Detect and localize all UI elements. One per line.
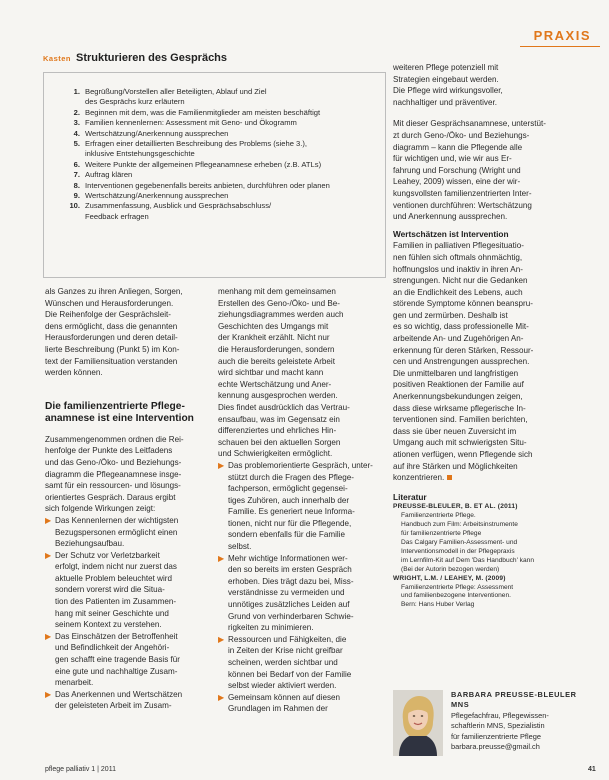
body-line	[393, 379, 593, 391]
bullet-text-line: Bezugspersonen ermöglicht einen	[55, 527, 178, 537]
body-line	[393, 403, 593, 415]
step-item	[67, 181, 382, 191]
bullet-text-line: in Zeiten der Krise nicht greifbar	[228, 646, 343, 656]
box-tag: Kasten	[43, 54, 72, 63]
body-text: konzentrieren.	[393, 473, 445, 483]
body-text: terventionen sind. Familien berichten,	[393, 415, 528, 425]
bullet-text-line: seinem Kontext zu verstehen.	[55, 620, 162, 630]
box-title: Strukturieren des Gesprächs	[76, 52, 228, 64]
body-line: henfolge der Punkte des Leitfadens	[45, 446, 173, 456]
section-rule	[520, 46, 600, 47]
body-line: fahrung und Forschung (Wright und	[393, 165, 521, 175]
body-line	[393, 345, 593, 357]
body-line: Geschichten des Umgangs mit	[218, 321, 329, 331]
body-line	[393, 356, 593, 368]
body-line: Die Reihenfolge der Gesprächsleit-	[45, 310, 171, 320]
body-line: text der Familiensituation verstanden	[45, 356, 178, 366]
body-line: Zusammengenommen ordnen die Rei-	[45, 434, 184, 444]
bullet-arrow-icon: ▶	[45, 550, 52, 560]
step-number: 1.	[73, 87, 80, 96]
step-number: 4.	[73, 128, 80, 138]
body-line: und das Geno-/Öko- und Beziehungs-	[45, 457, 182, 467]
author-photo	[393, 690, 443, 756]
conversation-steps-list	[67, 87, 382, 222]
bullet-arrow-icon: ▶	[218, 460, 225, 470]
section-heading: Die familienzentrierte Pflege-	[45, 400, 185, 412]
literature-author: PREUSSE-BLEULER, B. ET AL. (2011)	[393, 503, 518, 511]
bullet-item	[45, 515, 210, 550]
end-mark-icon	[447, 475, 452, 480]
literature-line: Handbuch zum Film: Arbeitsinstrumente	[401, 521, 518, 529]
step-number: 5.	[73, 139, 80, 149]
bullet-text-line: stützt durch die Fragen des Pflege-	[228, 472, 354, 482]
body-text: dass sie über neuen Zuversicht im	[393, 426, 517, 436]
body-line	[393, 287, 593, 299]
body-line: wird sichtbar und macht kann	[218, 368, 324, 378]
step-item	[67, 170, 382, 180]
step-text-line: Zusammenfassung, Ausblick und Gesprächsabschluss/	[85, 201, 272, 211]
body-line	[393, 321, 593, 333]
bullet-text-line: Das Einschätzen der Betroffenheit	[55, 631, 178, 641]
body-line: werden können.	[45, 368, 103, 378]
subheading: Wertschätzen ist Intervention	[393, 228, 509, 239]
body-line: Dies findet ausdrücklich das Vertrau-	[218, 402, 350, 412]
step-item	[67, 160, 382, 170]
body-line: auch die bereits geleistete Arbeit	[218, 356, 335, 366]
step-number: 7.	[73, 170, 80, 180]
body-text: ationen verfügen, wenn Pflegende sich	[393, 450, 533, 459]
step-item	[67, 118, 382, 128]
body-line	[393, 240, 593, 252]
literature-line: Interventionsmodell in der Pflegepraxis	[401, 547, 515, 555]
bullet-text-line: Der Schutz vor Verletzbarkeit	[55, 550, 160, 560]
literature-line: für familienzentrierte Pflege	[401, 530, 482, 538]
bullet-text-line: können bei Bedarf von der Familie	[228, 669, 352, 679]
body-line: diagramm die Pflegeanamnese insge-	[45, 469, 182, 479]
bullet-text-line: selbst.	[228, 542, 252, 552]
body-line: Mit dieser Gesprächsanamnese, unterstüt-	[393, 119, 546, 129]
bullet-arrow-icon: ▶	[45, 631, 52, 641]
body-text: arbeitende An- und Zugehörigen An-	[393, 334, 524, 344]
body-line: zt durch Geno-/Öko- und Beziehungs-	[393, 130, 530, 140]
column-1	[45, 286, 210, 712]
step-text-line: Begrüßung/Vorstellen aller Beteiligten, Ablauf und Ziel	[85, 87, 267, 96]
step-number: 9.	[73, 191, 80, 201]
bullet-text-line: Grundlagen im Rahmen der	[228, 704, 328, 714]
body-line: kennung ausgesprochen werden.	[218, 391, 338, 401]
step-item	[67, 201, 382, 222]
body-line: ziehungsdiagrammes werden auch	[218, 310, 344, 320]
author-detail-line: Pflegefachfrau, Pflegewissen-	[451, 710, 549, 720]
bullet-text-line: menarbeit.	[55, 678, 94, 688]
bullet-item	[218, 460, 386, 553]
body-line: lierte Beschreibung (Punkt 5) im Kon-	[45, 344, 180, 354]
bullet-text-line: Ressourcen und Fähigkeiten, die	[228, 634, 347, 644]
bullet-item	[218, 553, 386, 634]
literature-author: WRIGHT, L.M. / LEAHEY, M. (2009)	[393, 574, 506, 582]
body-line: nachhaltiger und präventiver.	[393, 97, 497, 107]
body-text: Umgang auch mit schwierigsten Situ-	[393, 438, 527, 448]
body-text: hoffnungslos und inaktiv in ihren An-	[393, 264, 523, 274]
body-line: Erstellen des Geno-/Öko- und Be-	[218, 298, 340, 308]
section-heading: anamnese ist eine Intervention	[45, 413, 194, 425]
bullet-text-line: Das Kennenlernen der wichtigsten	[55, 515, 179, 525]
bullet-text-line: Mehr wichtige Informationen wer-	[228, 553, 348, 563]
body-line	[393, 368, 593, 380]
body-line: als Ganzes zu ihren Anliegen, Sorgen,	[45, 287, 183, 296]
body-line: menhang mit dem gemeinsamen	[218, 287, 336, 296]
body-text: cen und Anstrengungen aussprechen.	[393, 357, 530, 367]
step-text-line: Erfragen einer detaillierten Beschreibung des Problems (siehe 3.),	[85, 139, 308, 149]
body-line	[393, 333, 593, 345]
bullet-text-line: Grund von verhinderbaren Schwie-	[228, 611, 354, 621]
body-line: für wichtigen und, wie wir aus Er-	[393, 154, 512, 164]
bullet-item	[45, 550, 210, 631]
bullet-text-line: aktuelle Problem beleuchtet wird	[55, 573, 172, 583]
step-number: 2.	[73, 107, 80, 117]
body-line: und Schwierigkeiten ermöglicht.	[218, 449, 333, 459]
body-line	[393, 437, 593, 449]
step-text-line: Auftrag klären	[85, 170, 133, 180]
body-line	[393, 449, 593, 461]
bullet-arrow-icon: ▶	[218, 634, 225, 644]
body-line: Strategien eingebaut werden.	[393, 74, 499, 84]
bullet-text-line: Familie. Es generiert neue Informa-	[228, 507, 355, 517]
body-text: Die unmittelbaren und langfristigen	[393, 368, 519, 378]
body-line	[393, 461, 593, 473]
step-item	[67, 129, 382, 139]
bullet-item	[218, 634, 386, 692]
bullet-text-line: der geleisteten Arbeit im Zusam-	[55, 701, 172, 711]
bullet-arrow-icon: ▶	[45, 515, 52, 525]
body-text: dass diese wirksame pflegerische In-	[393, 403, 526, 413]
step-text-line: Feedback erfragen	[85, 211, 149, 221]
bullet-text-line: den so bereits im ersten Gespräch	[228, 565, 352, 575]
body-text: gen und zermürben. Deshalb ist	[393, 310, 508, 320]
body-text: Anerkennungsbekundungen zeigen,	[393, 392, 523, 402]
literature-line: Familienzentrierte Pflege.	[401, 512, 476, 520]
page-number: 41	[588, 766, 596, 773]
body-line: diagramm – kann die Pflegende alle	[393, 142, 523, 152]
bullet-text-line: gen schafft eine tragende Basis für	[55, 655, 180, 665]
box-heading	[43, 52, 227, 64]
literature-line: Bern: Hans Huber Verlag	[401, 601, 475, 609]
bullet-text-line: sondern ebenfalls für die Familie	[228, 530, 345, 540]
bullet-text-line: Das problemorientierte Gespräch, unter-	[228, 460, 373, 470]
body-line: orientiertes Gespräch. Daraus ergibt	[45, 492, 176, 502]
step-text-line: Wertschätzung/Anerkennung aussprechen	[85, 128, 229, 138]
bullet-text-line: erhoben. Dies trägt dazu bei, Miss-	[228, 576, 354, 586]
body-text: störende Symptome können beanspru-	[393, 299, 533, 309]
body-line: Leahey, 2009) wissen, eine der wir-	[393, 177, 521, 187]
step-text-line: Weitere Punkte der allgemeinen Pflegeanamnese erheben (z.B. ATLs)	[85, 159, 322, 169]
bullet-text-line: hang mit seiner Geschichte und	[55, 608, 169, 618]
body-line: kungsvollsten familienzentrierten Inter-	[393, 188, 532, 198]
step-text-line: Wertschätzung/Anerkennung aussprechen	[85, 191, 229, 201]
bullet-text-line: verständnisse zu vermeiden und	[228, 588, 345, 598]
author-info	[451, 690, 601, 752]
step-text-line: Familien kennenlernen: Assessment mit Geno- und Ökogramm	[85, 118, 297, 128]
body-line	[393, 310, 593, 322]
bullet-arrow-icon: ▶	[218, 692, 225, 702]
bullet-arrow-icon: ▶	[45, 689, 52, 699]
body-line: ventionen durchführen: Wertschätzung	[393, 200, 532, 210]
body-line	[393, 472, 593, 484]
body-line	[393, 252, 593, 264]
literature-list	[393, 503, 593, 610]
bullet-arrow-icon: ▶	[218, 553, 225, 563]
bullet-text-line: und Befindlichkeit der Angehöri-	[55, 643, 170, 653]
footer-publication: pflege palliativ 1 | 2011	[45, 766, 116, 773]
body-line	[393, 426, 593, 438]
step-number: 10.	[69, 201, 80, 211]
bullet-text-line: unnötiges zusätzliches Leiden auf	[228, 600, 350, 610]
step-number: 3.	[73, 118, 80, 128]
bullet-text-line: eine gute und nachhaltige Zusam-	[55, 666, 178, 676]
step-text-line: inklusive Entstehungsgeschichte	[85, 149, 195, 159]
bullet-text-line: fachperson, ermöglicht gegensei-	[228, 484, 348, 494]
body-line: Die Pflege wird wirkungsvoller,	[393, 86, 503, 96]
body-line: schauen bei den aktuellen Sorgen	[218, 437, 341, 447]
author-detail-line: für familienzentrierte Pflege	[451, 731, 541, 741]
body-line	[393, 414, 593, 426]
bullet-text-line: selbst wieder aktiviert werden.	[228, 681, 337, 691]
bullet-item	[218, 692, 386, 715]
bullet-text-line: sondern vorerst wird die Situa-	[55, 585, 165, 595]
step-text-line: Beginnen mit dem, was die Familienmitglieder am meisten beschäftigt	[85, 107, 321, 117]
body-line	[393, 275, 593, 287]
step-number: 6.	[73, 159, 80, 169]
body-line	[393, 391, 593, 403]
body-line: Herausforderungen und deren detail-	[45, 333, 178, 343]
bullet-text-line: tiges Zuhören, auch innerhalb der	[228, 495, 350, 505]
body-line: dens ermöglicht, dass die genannten	[45, 321, 178, 331]
body-text: Familien in palliativen Pflegesituatio-	[393, 241, 524, 251]
bullet-text-line: rigkeiten zu minimieren.	[228, 623, 314, 633]
bullet-text-line: scheinen, werden sichtbar und	[228, 658, 338, 667]
bullet-text-line: Gemeinsam können auf diesen	[228, 692, 341, 702]
bullet-text-line: tion des Patienten im Zusammen-	[55, 597, 177, 607]
literature-line: (Bei der Autorin bezogen werden)	[401, 565, 500, 573]
body-line: Wünschen und Herausforderungen.	[45, 298, 174, 308]
body-text: erkennung für deren Stärken, Ressour-	[393, 345, 534, 355]
column-2	[218, 286, 386, 715]
body-line: differenziertes und ehrliches Hin-	[218, 426, 337, 436]
bullet-text-line: Das Anerkennen und Wertschätzen	[55, 689, 183, 699]
step-item	[67, 139, 382, 160]
body-line: samt für ein ressourcen- und lösungs-	[45, 481, 181, 491]
body-text: an die Endlichkeit des Lebens, auch	[393, 287, 523, 297]
column-3	[393, 62, 593, 610]
step-item	[67, 191, 382, 201]
step-item	[67, 108, 382, 118]
bullet-item	[45, 689, 210, 712]
bullet-text-line: Beziehungsaufbau.	[55, 539, 125, 549]
author-name: BARBARA PREUSSE-BLEULER	[451, 690, 577, 699]
body-line: ensaufbau, was im Gegensatz ein	[218, 414, 340, 424]
body-line: sich folgende Wirkungen zeigt:	[45, 504, 156, 514]
bullet-item	[45, 631, 210, 689]
bullet-text-line: tionen, nicht nur für die Pflegende,	[228, 518, 352, 528]
section-label: PRAXIS	[533, 28, 591, 43]
body-text: auf ihre Stärken und Möglichkeiten	[393, 461, 518, 471]
body-line: weiteren Pflege potenziell mit	[393, 63, 499, 72]
step-number: 8.	[73, 180, 80, 190]
body-text: strengungen. Nicht nur die Gedanken	[393, 276, 528, 286]
bullet-text-line: erfolgt, indem nicht nur zuerst das	[55, 562, 177, 572]
body-line: und Anerkennung aussprechen.	[393, 212, 508, 222]
body-text: positiven Reaktionen der Familie auf	[393, 380, 524, 390]
body-line: echte Wertschätzung und Aner-	[218, 379, 332, 389]
step-item	[67, 87, 382, 108]
literature-line: Familienzentrierte Pflege: Assessment	[401, 583, 514, 591]
literature-line: und familienbezogene Interventionen.	[401, 592, 511, 600]
body-text: es so wichtig, dass professionelle Mit-	[393, 322, 529, 332]
body-line	[393, 264, 593, 276]
author-detail-line: schaftlerin MNS, Spezialistin	[451, 721, 545, 731]
literature-line: Das Calgary Familien-Assessment- und	[401, 539, 518, 546]
literature-heading: Literatur	[393, 491, 427, 502]
author-degree: MNS	[451, 700, 470, 710]
body-line: der Krankheit erzählt. Nicht nur	[218, 333, 330, 343]
author-detail-line: barbara.preusse@gmail.ch	[451, 742, 540, 752]
body-text: nen fühlen sich oftmals ohnmächtig,	[393, 252, 523, 262]
step-text-line: des Gesprächs kurz erläutern	[85, 97, 185, 107]
step-text-line: Interventionen gegebenenfalls bereits anbieten, durchführen oder planen	[85, 180, 330, 190]
literature-line: im Lernfilm-Kit auf Dem 'Das Handbuch' kann	[401, 556, 534, 564]
body-line: die Herausforderungen, sondern	[218, 344, 335, 354]
body-line	[393, 298, 593, 310]
